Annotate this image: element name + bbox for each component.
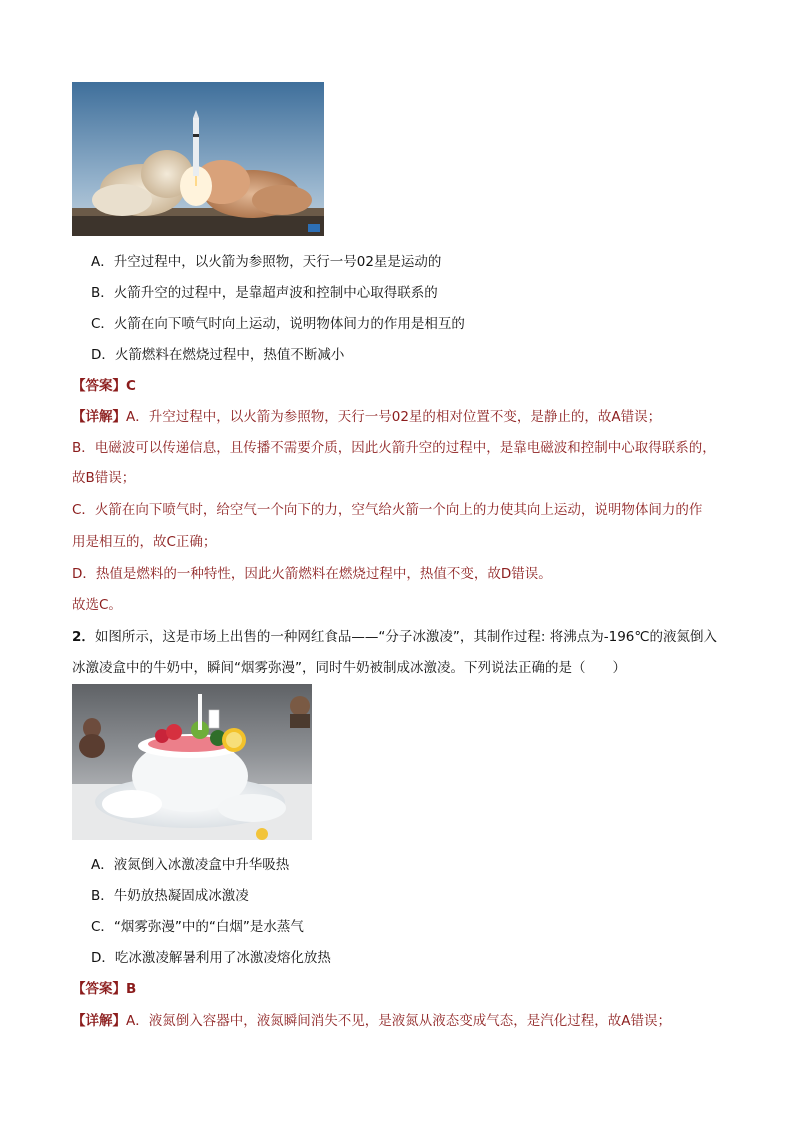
q1-option-a: A．升空过程中，以火箭为参照物，天行一号02星是运动的 (91, 254, 442, 270)
detail-label: 【详解】 (72, 1013, 126, 1029)
q1-detail-line-1 (72, 405, 661, 425)
q1-option-d: D．火箭燃料在燃烧过程中，热值不断减小 (91, 347, 345, 363)
q1-option-b: B．火箭升空的过程中，是靠超声波和控制中心取得联系的 (91, 285, 438, 301)
detail-text: A．液氮倒入容器中，液氮瞬间消失不见，是液氮从液态变成气态，是汽化过程，故A错误； (126, 1013, 671, 1029)
answer-value: B (126, 981, 137, 997)
q1-detail-line-2: B．电磁波可以传递信息，且传播不需要介质，因此火箭升空的过程中，是靠电磁波和控制中心取得联系的， (72, 440, 716, 456)
answer-label: 【答案】 (72, 981, 126, 997)
q2-option-c: C．“烟雾弥漫”中的“白烟”是水蒸气 (91, 919, 304, 935)
q2-option-b: B．牛奶放热凝固成冰激凌 (91, 888, 249, 904)
q1-conclusion: 故选C。 (72, 597, 122, 613)
q1-detail-line-3: 故B错误； (72, 470, 136, 486)
question-number: 2． (72, 629, 95, 645)
ice-cream-image (72, 684, 312, 840)
q2-option-a: A．液氮倒入冰激凌盒中升华吸热 (91, 857, 290, 873)
q2-stem-line-2: 冰激凌盒中的牛奶中，瞬间“烟雾弥漫”，同时牛奶被制成冰激凌。下列说法正确的是（ ） (72, 660, 626, 676)
q2-option-d: D．吃冰激凌解暑利用了冰激凌熔化放热 (91, 950, 331, 966)
q2-answer (72, 977, 136, 997)
q1-detail-line-5: 用是相互的，故C正确； (72, 534, 217, 550)
q1-detail-line-6: D．热值是燃料的一种特性，因此火箭燃料在燃烧过程中，热值不变，故D错误。 (72, 566, 552, 582)
q1-detail-line-4: C．火箭在向下喷气时，给空气一个向下的力，空气给火箭一个向上的力使其向上运动，说明物体间力的作 (72, 502, 703, 518)
q2-stem-line-1 (72, 625, 717, 645)
answer-value: C (126, 378, 136, 394)
q2-stem-text: 如图所示，这是市场上出售的一种网红食品——“分子冰激凌”，其制作过程: 将沸点为-196℃的液氮倒入 (94, 629, 718, 645)
q1-option-c: C．火箭在向下喷气时向上运动，说明物体间力的作用是相互的 (91, 316, 465, 332)
rocket-launch-image (72, 82, 324, 236)
detail-label: 【详解】 (72, 409, 126, 425)
answer-label: 【答案】 (72, 378, 126, 394)
q2-detail-line-1 (72, 1009, 671, 1029)
detail-text: A．升空过程中，以火箭为参照物，天行一号02星的相对位置不变，是静止的，故A错误； (126, 409, 662, 425)
q1-answer (72, 374, 136, 394)
